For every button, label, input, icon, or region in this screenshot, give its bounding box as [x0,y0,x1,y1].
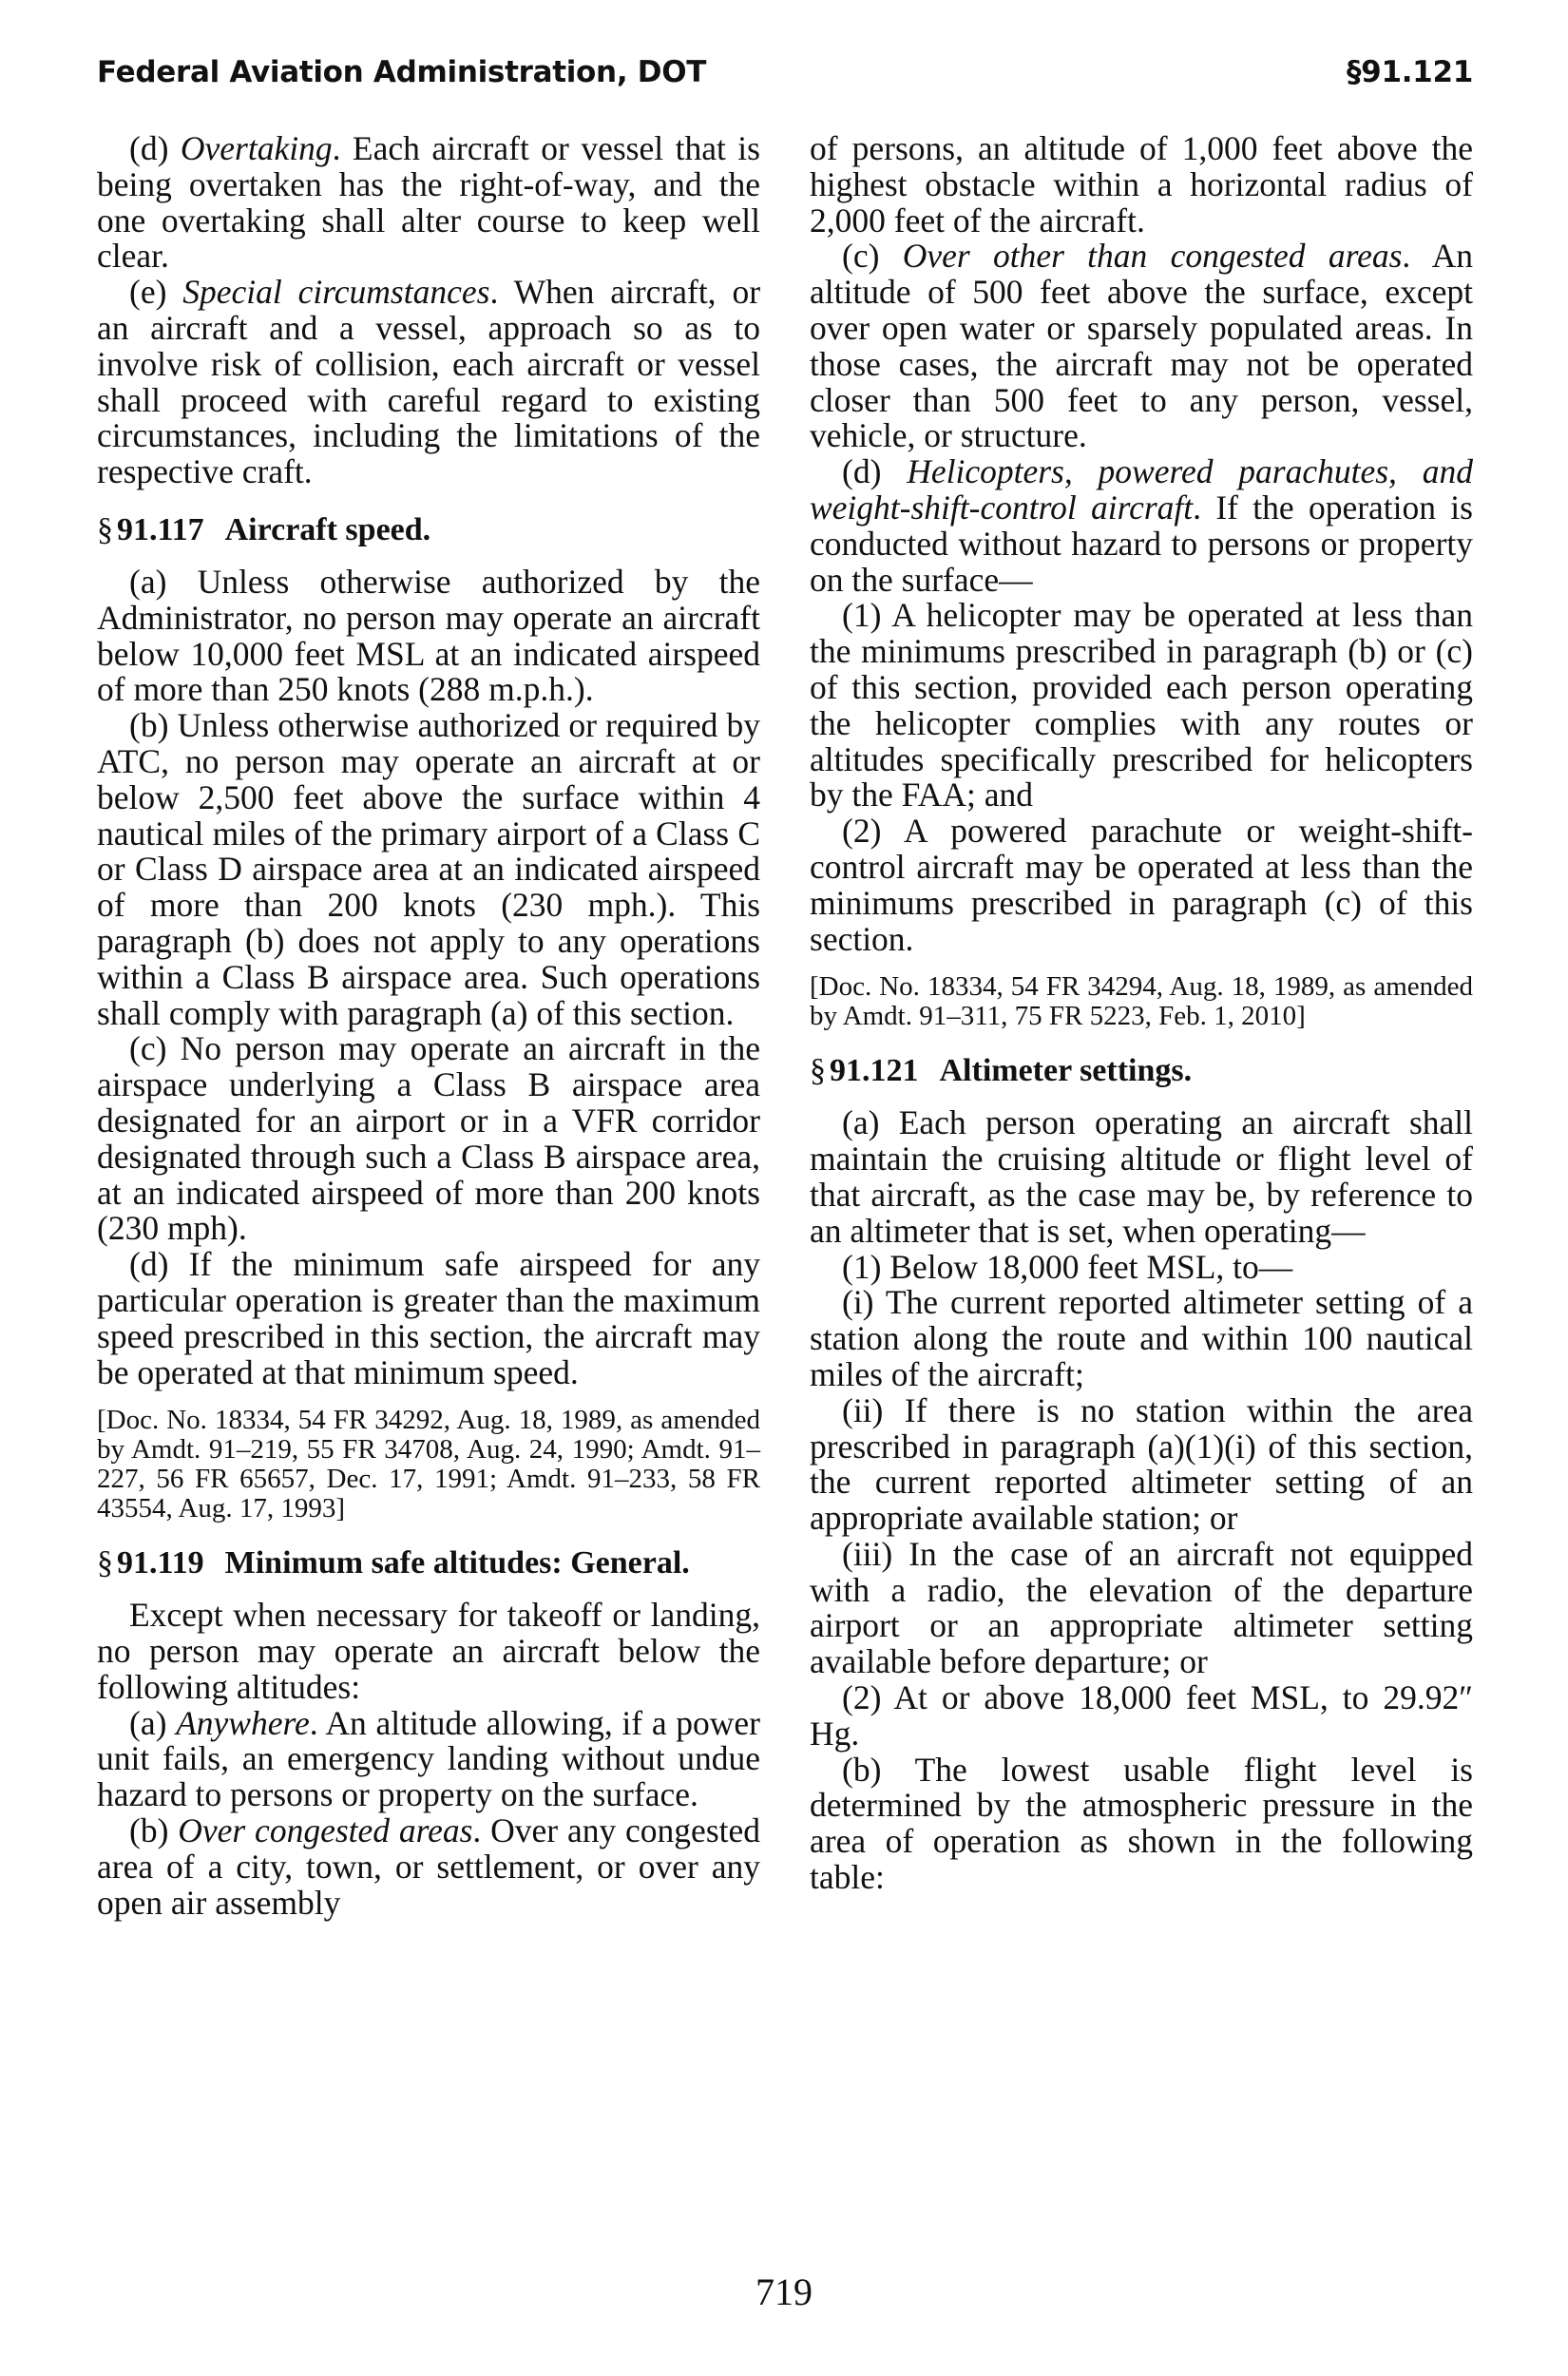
paragraph-91-119-intro: Except when necessary for takeoff or landing, no person may operate an aircraft below the following altitudes: [97,1596,760,1706]
page-number: 719 [755,2271,813,2313]
paragraph-label: (d) [129,129,181,167]
paragraph-text: . When aircraft, or an aircraft and a vessel, approach so as to involve risk of collision, each aircraft or vessel shall proceed with careful regard to existing circumstances, including the limitations of the respective craft. [97,273,761,491]
paragraph-91-117-b: (b) Unless otherwise authorized or required by ATC, no person may operate an aircraft at or below 2,500 feet above the surface within 4 nautical miles of the primary airport of a Class C or Class D airspace area at an indicated airspeed of more than 200 knots (230 mph.). This paragraph (b) does not apply to any operations within a Class B airspace area. Such operations shall comply with paragraph (a) of this section. [97,706,760,1032]
paragraph-special-circumstances [97,275,760,490]
section-symbol: § [810,1053,826,1089]
section-title: Aircraft speed. [224,511,431,547]
paragraph-91-119-a [97,1703,760,1814]
paragraph-text: . An altitude allowing, if a power unit fails, an emergency landing without undue hazard to persons or property on the surface. [97,1703,760,1814]
paragraph-label: (a) [129,1703,177,1742]
section-symbol: § [97,1545,113,1581]
paragraph-overtaking [97,131,760,275]
section-title: Altimeter settings. [939,1053,1193,1089]
paragraph-label: (c) [842,237,903,276]
section-symbol: § [97,511,113,547]
section-number: 91.119 [117,1545,204,1581]
section-number: 91.121 [830,1053,919,1089]
paragraph-91-117-a: (a) Unless otherwise authorized by the Administrator, no person may operate an aircraft below 10,000 feet MSL at an indicated airspeed of more than 250 knots (288 m.p.h.). [97,562,760,709]
paragraph-91-121-a-1: (1) Below 18,000 feet MSL, to— [842,1247,1293,1286]
paragraph-text: . Each aircraft or vessel that is being overtaken has the right-of-way, and the one overtaking shall alter course to keep well clear. [97,129,760,276]
paragraph-91-119-b-continued: of persons, an altitude of 1,000 feet above the highest obstacle within a horizontal radius of 2,000 feet of the aircraft. [810,129,1473,240]
page-section-reference: §91.121 [1346,55,1473,89]
paragraph-title: Over other than congested areas [902,237,1403,276]
paragraph-label: (d) [842,452,908,491]
paragraph-title: Helicopters, powered parachutes, and weight-shift-control aircraft [810,452,1473,527]
paragraph-91-121-a: (a) Each person operating an aircraft shall maintain the cruising altitude or flight level of that aircraft, as the case may be, by reference to an altimeter that is set, when operating— [810,1103,1473,1250]
paragraph-91-119-d [810,454,1473,598]
paragraph-title: Over congested areas [178,1811,473,1850]
paragraph-text: . If the operation is conducted without hazard to persons or property on the surface— [810,488,1473,599]
paragraph-91-117-d: (d) If the minimum safe airspeed for any particular operation is greater than the maximum speed prescribed in this section, the aircraft may be operated at that minimum speed. [97,1245,760,1391]
section-number: 91.117 [117,511,204,547]
paragraph-title: Special circumstances [182,273,490,312]
left-column [97,131,760,1921]
paragraph-91-121-a-1-ii: (ii) If there is no station within the area prescribed in paragraph (a)(1)(i) of this section, the current reported altimeter setting of an appropriate available station; or [810,1390,1473,1538]
paragraph-91-121-a-1-i: (i) The current reported altimeter setting of a station along the route and within 100 nautical miles of the aircraft; [810,1283,1473,1393]
section-heading-91-121 [810,1054,1473,1088]
paragraph-91-119-d-1: (1) A helicopter may be operated at less than the minimums prescribed in paragraph (b) or (c) of this section, provided each person operating the helicopter complies with any routes or altitudes specifically prescribed for helicopters by the FAA; and [810,596,1473,814]
paragraph-label: (e) [129,273,183,312]
paragraph-text: . An altitude of 500 feet above the surface, except over open water or sparsely populated areas. In those cases, the aircraft may not be operated closer than 500 feet to any person, vessel, vehicle, or structure. [810,237,1474,455]
paragraph-91-119-b [97,1813,760,1921]
citation-91-117: [Doc. No. 18334, 54 FR 34292, Aug. 18, 1989, as amended by Amdt. 91–219, 55 FR 34708, Aug. 24, 1990; Amdt. 91–227, 56 FR 65657, Dec. 17, 1991; Amdt. 91–233, 58 FR 43554, Aug. 17, 1993] [97,1405,760,1524]
right-column [810,131,1473,1896]
paragraph-91-121-a-1-iii: (iii) In the case of an aircraft not equipped with a radio, the elevation of the departure airport or an appropriate altimeter setting available before departure; or [810,1534,1473,1681]
agency-title: Federal Aviation Administration, DOT [97,55,707,89]
paragraph-text: . Over any congested area of a city, town, or settlement, or over any open air assembly [97,1811,760,1922]
paragraph-91-119-c [810,239,1473,454]
section-heading-91-119 [97,1546,760,1581]
paragraph-title: Overtaking [180,129,333,167]
section-heading-91-117 [97,513,760,547]
citation-91-119: [Doc. No. 18334, 54 FR 34294, Aug. 18, 1989, as amended by Amdt. 91–311, 75 FR 5223, Feb. 1, 2010] [810,971,1473,1032]
paragraph-91-121-b: (b) The lowest usable flight level is determined by the atmospheric pressure in the area of operation as shown in the following table: [810,1750,1473,1897]
paragraph-label: (b) [129,1811,179,1850]
section-title: Minimum safe altitudes: General. [224,1545,690,1581]
running-head [97,55,1473,93]
paragraph-91-117-c: (c) No person may operate an aircraft in the airspace underlying a Class B airspace area designated for an airport or in a VFR corridor designated through such a Class B airspace area, at an indicated airspeed of more than 200 knots (230 mph). [97,1029,760,1248]
paragraph-91-119-d-2: (2) A powered parachute or weight-shift-control aircraft may be operated at less than the minimums prescribed in paragraph (c) of this section. [810,812,1473,958]
paragraph-title: Anywhere [176,1703,310,1742]
paragraph-91-121-a-2: (2) At or above 18,000 feet MSL, to 29.92″ Hg. [810,1678,1473,1753]
